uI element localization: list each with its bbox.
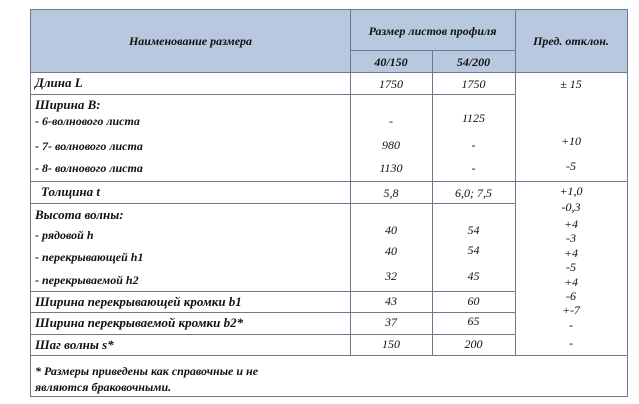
wave-b3: 45	[467, 269, 480, 283]
length-b: 1750	[461, 77, 486, 91]
thickness-tol2: -0,3	[561, 200, 581, 214]
thickness-b: 6,0; 7,5	[455, 186, 492, 200]
edge2-label: Ширина перекрываемой кромки b2*	[35, 315, 244, 330]
width-tol7: +10	[560, 134, 582, 148]
edge1-a: 43	[385, 294, 397, 308]
row-line-step	[31, 355, 627, 356]
wave-tol1a: +4	[563, 217, 579, 231]
width-label: Ширина B:	[35, 97, 101, 112]
header-sub-divider	[350, 50, 515, 51]
spec-table	[30, 9, 628, 397]
edge1-label: Ширина перекрывающей кромки b1	[35, 294, 242, 309]
width-a7: 980	[382, 138, 400, 152]
width-sub6: - 6-волнового листа	[35, 114, 140, 128]
wave-sub1: - рядовой h	[35, 228, 94, 242]
wave-tol2a: +4	[563, 246, 579, 260]
width-a8: 1130	[379, 161, 403, 175]
row-line-wave	[31, 291, 515, 292]
wave-a1: 40	[385, 223, 397, 237]
row-line-edge1	[31, 312, 515, 313]
width-sub8: - 8- волнового листа	[35, 161, 143, 175]
row-line-thickness	[31, 203, 515, 204]
header-tol-col: Пред. отклон.	[533, 34, 609, 48]
header-size-a: 40/150	[374, 55, 408, 69]
wave-b2: 54	[467, 243, 480, 257]
footnote-line1: * Размеры приведены как справочные и не	[35, 364, 259, 378]
edge1-tol: -6	[566, 289, 576, 303]
wave-sub3: - перекрываемой h2	[35, 273, 139, 287]
edge1-b: 60	[467, 294, 480, 308]
width-b6: 1125	[461, 111, 486, 125]
edge2-a: 37	[385, 315, 397, 329]
wave-tol3a: +4	[563, 275, 579, 289]
footnote-line2: являются браковочными.	[35, 380, 172, 394]
row-line-length	[31, 94, 515, 95]
width-b7: -	[471, 138, 476, 152]
width-tol8: -5	[566, 159, 576, 173]
width-b8: -	[471, 161, 476, 175]
edge2-tol-a: +-7	[561, 303, 581, 317]
row-line-width	[31, 181, 627, 182]
length-a: 1750	[379, 77, 403, 91]
wave-tol1b: -3	[566, 231, 576, 245]
wave-tol2b: -5	[566, 260, 576, 274]
width-a6: -	[389, 114, 393, 128]
row-line-edge2	[31, 334, 515, 335]
header-bottom-line	[31, 72, 627, 73]
wave-b1: 54	[467, 223, 480, 237]
header-size-group: Размер листов профиля	[368, 24, 497, 38]
step-label: Шаг волны s*	[35, 337, 114, 352]
length-tol: ± 15	[560, 77, 582, 91]
thickness-label: Толщина t	[41, 184, 100, 199]
step-tol: -	[569, 336, 573, 350]
header-size-b: 54/200	[456, 55, 491, 69]
edge2-tol-b: -	[569, 318, 573, 332]
wave-sub2: - перекрывающей h1	[35, 250, 144, 264]
step-a: 150	[382, 337, 400, 351]
length-label: Длина L	[35, 75, 83, 90]
wave-a3: 32	[385, 269, 397, 283]
edge2-b: 65	[467, 314, 480, 328]
wave-label: Высота волны:	[35, 207, 124, 222]
thickness-a: 5,8	[383, 186, 399, 200]
wave-a2: 40	[385, 244, 397, 258]
header-name-col: Наименование размера	[128, 34, 253, 48]
thickness-tol1: +1,0	[559, 184, 583, 198]
step-b: 200	[464, 337, 483, 351]
width-sub7: - 7- волнового листа	[35, 139, 143, 153]
